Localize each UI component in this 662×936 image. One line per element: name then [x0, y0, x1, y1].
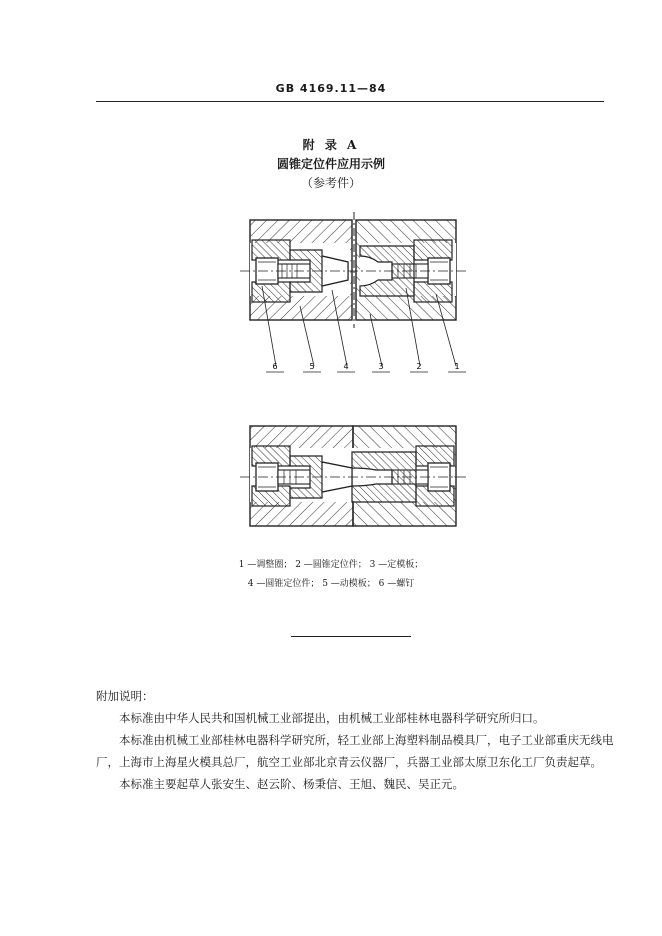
- callout-4: 4: [343, 362, 349, 371]
- notes-paragraph-1: 本标准由中华人民共和国机械工业部提出，由机械工业部桂林电器科学研究所归口。: [119, 711, 545, 725]
- legend-line-1: 1 —调整圈； 2 —圆锥定位件； 3 —定模板；: [238, 560, 424, 570]
- drawing-assembled: [240, 426, 466, 526]
- drawing-separated: [240, 212, 466, 372]
- callout-6: 6: [272, 362, 278, 371]
- callout-1: 1: [454, 362, 460, 371]
- notes-paragraph-3: 本标准主要起草人张安生、赵云阶、杨秉信、王旭、魏民、吴正元。: [119, 777, 464, 791]
- standard-number-header: GB 4169.11—84: [275, 82, 387, 95]
- reference-note: （参考件）: [300, 176, 361, 190]
- appendix-subtitle: 圆锥定位件应用示例: [276, 157, 385, 171]
- notes-heading: 附加说明：: [96, 689, 154, 703]
- notes-paragraph-2: 本标准由机械工业部桂林电器科学研究所，轻工业部上海塑料制品模具厂，电子工业部重庆无线电厂，上海市上海星火模具总厂，航空工业部北京青云仪器厂，兵器工业部太原卫东化工厂负责起草。: [96, 733, 614, 769]
- appendix-title: 附 录 A: [302, 138, 360, 152]
- callout-5: 5: [309, 362, 315, 371]
- adjusting-ring-right: [414, 240, 452, 260]
- adjusting-ring-left: [252, 240, 290, 260]
- legend-line-2: 4 —圆锥定位件； 5 —动模板； 6 —螺钉: [247, 579, 415, 589]
- callout-2: 2: [416, 362, 422, 371]
- callout-3: 3: [378, 362, 384, 371]
- section-divider: [291, 636, 411, 637]
- additional-notes: [96, 685, 616, 795]
